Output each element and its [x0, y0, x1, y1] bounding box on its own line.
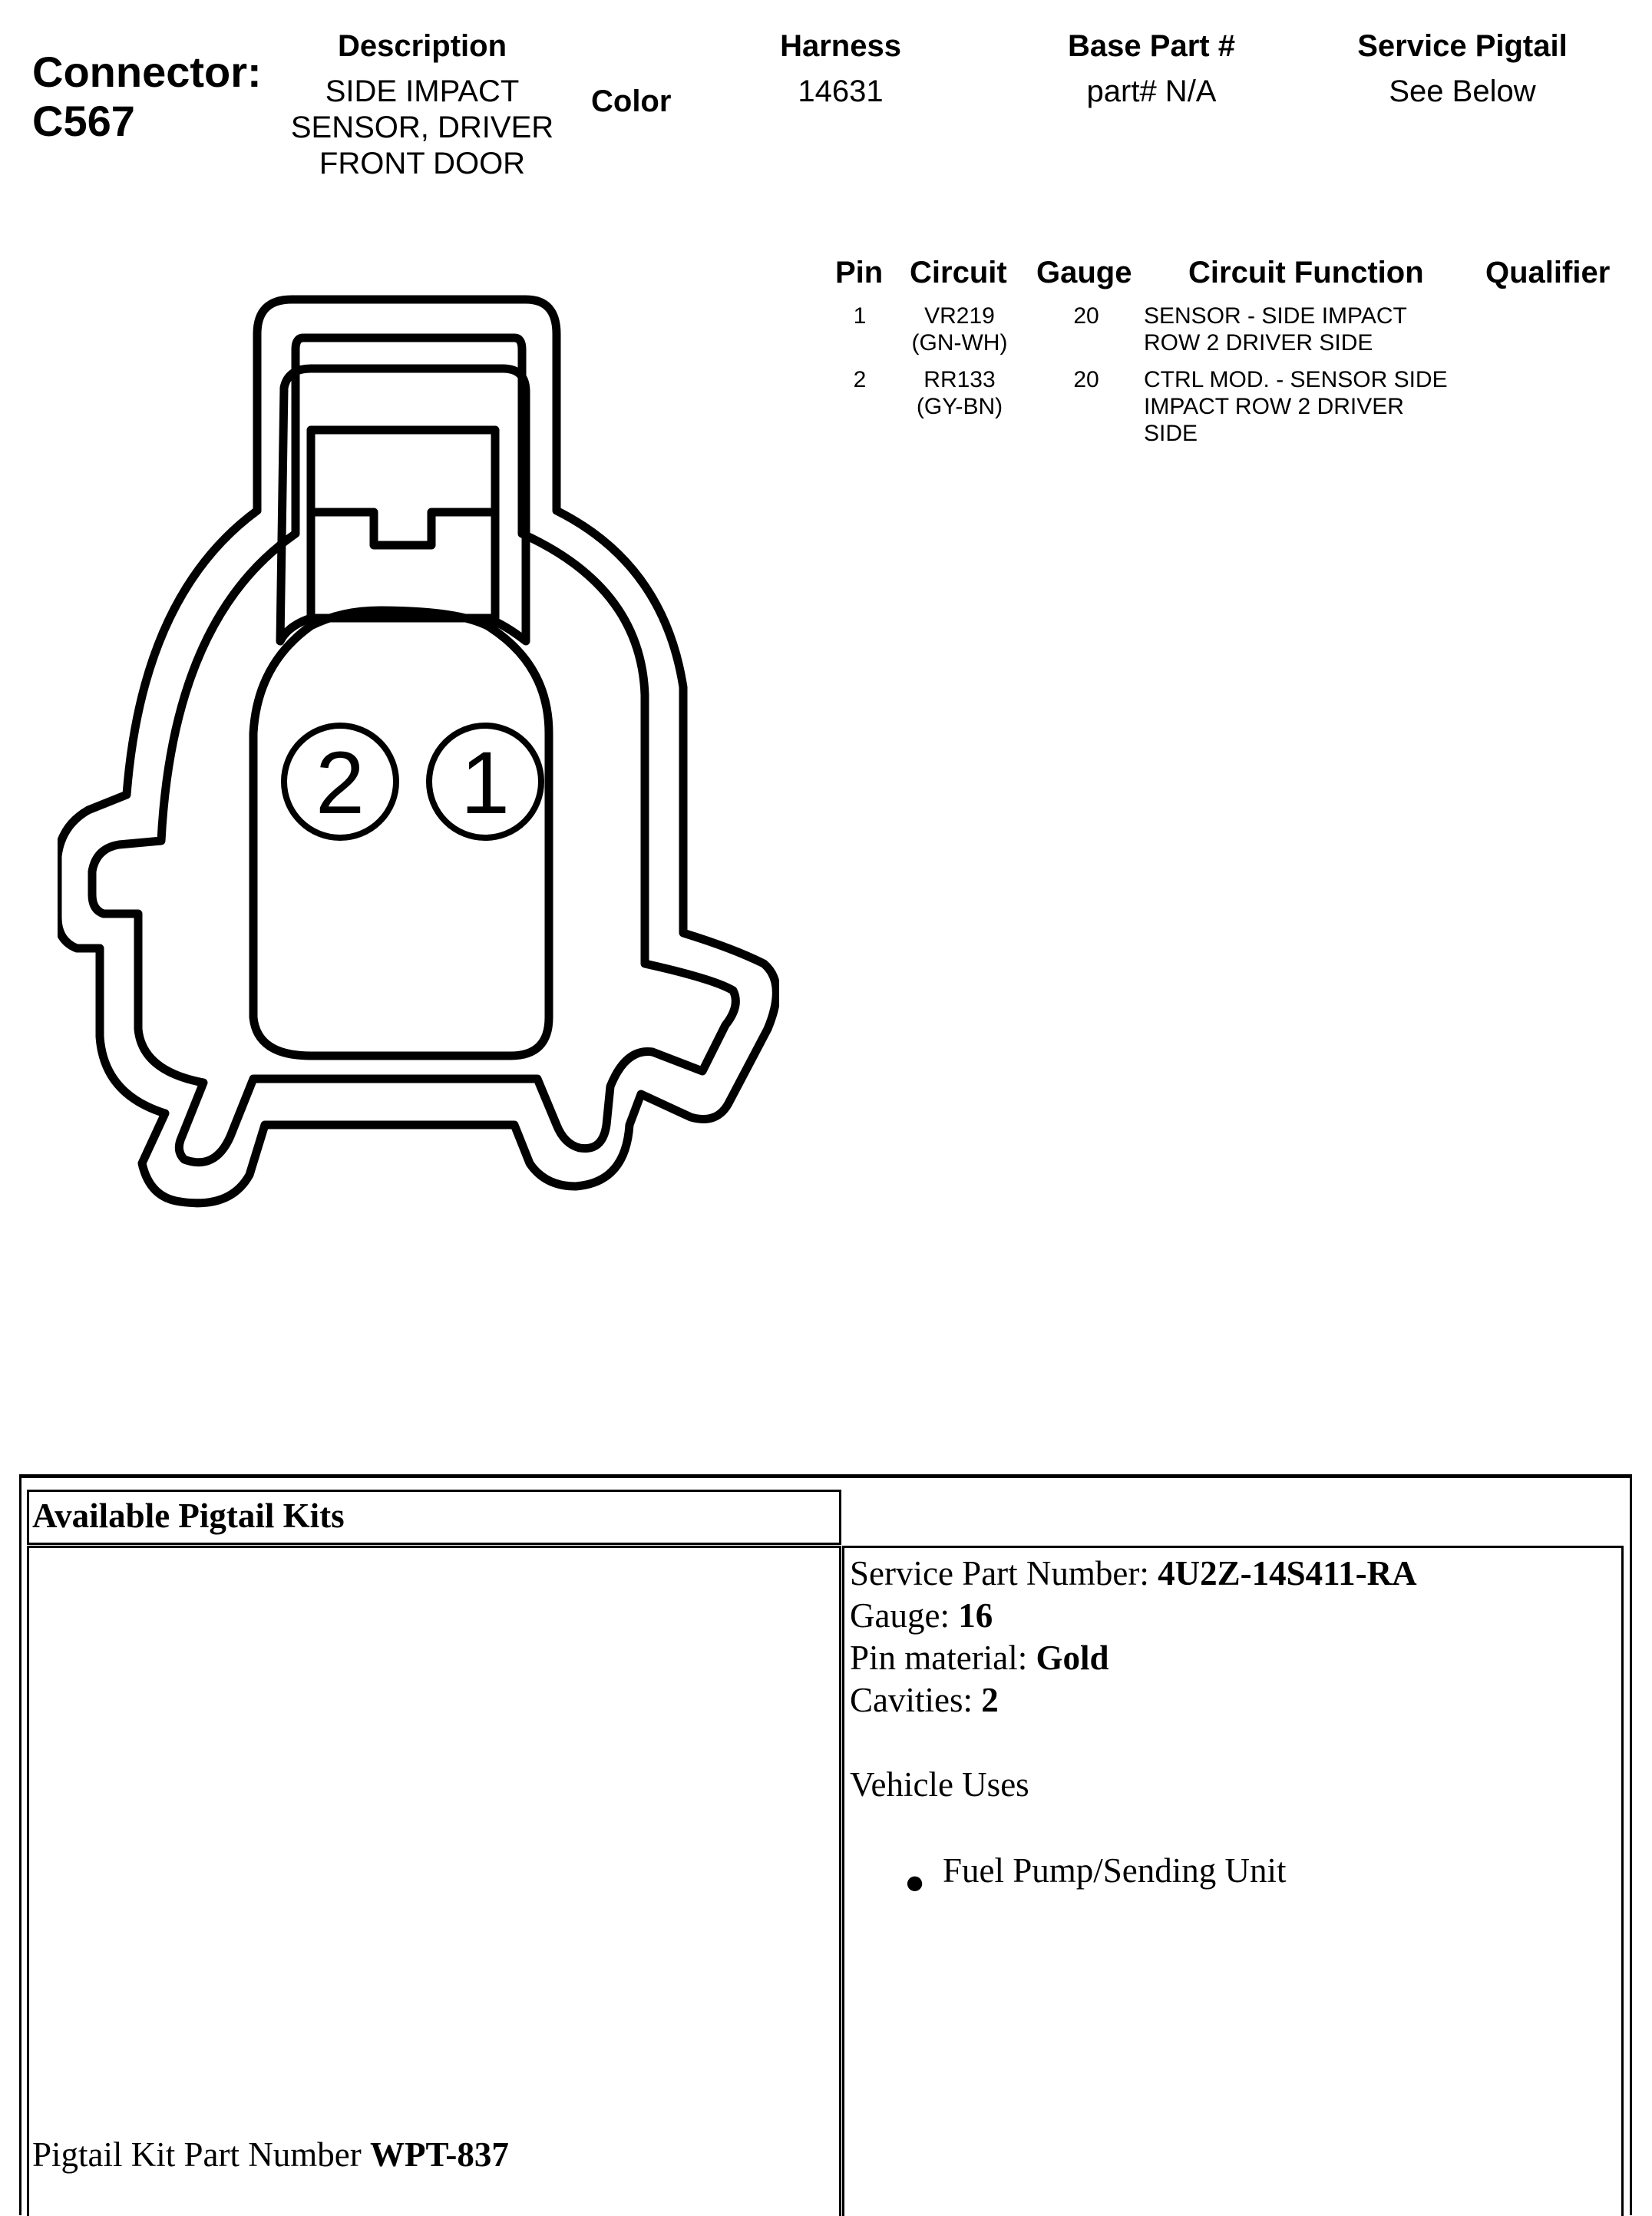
cavity-label-1: 1 — [461, 734, 510, 832]
service-part-label: Service Part Number: — [850, 1554, 1158, 1593]
function-line: SENSOR - SIDE IMPACT — [1144, 303, 1407, 329]
service-part-value: 4U2Z-14S411-RA — [1158, 1554, 1417, 1593]
connector-face-diagram — [58, 288, 779, 1255]
description-line: SIDE IMPACT — [325, 74, 520, 108]
kits-title: Available Pigtail Kits — [32, 1497, 345, 1535]
qualifier-col-header: Qualifier — [1485, 256, 1611, 289]
function-line: ROW 2 DRIVER SIDE — [1144, 330, 1373, 356]
circuit-col-header: Circuit — [910, 256, 1007, 289]
base-part-header: Base Part # — [1068, 29, 1235, 63]
pin-material-label: Pin material: — [850, 1639, 1036, 1677]
latch-window — [311, 430, 495, 618]
function-line: CTRL MOD. - SENSOR SIDE — [1144, 367, 1448, 392]
kit-part-label: Pigtail Kit Part Number — [32, 2135, 370, 2174]
gauge-value: 16 — [958, 1596, 993, 1635]
gauge-label: Gauge: — [850, 1596, 959, 1635]
service-part-line — [850, 1553, 1417, 1595]
table-row-circuit — [898, 303, 1021, 356]
harness-value: 14631 — [798, 74, 884, 108]
latch-notch — [311, 512, 495, 545]
cavities-line — [850, 1679, 999, 1722]
table-row-function — [1144, 366, 1482, 447]
description-line: SENSOR, DRIVER — [290, 111, 554, 144]
gauge-line — [850, 1595, 993, 1637]
table-row-gauge: 20 — [1073, 367, 1099, 392]
description-value — [276, 74, 568, 182]
harness-header: Harness — [780, 29, 901, 63]
housing-inner-outline — [92, 338, 735, 1163]
table-row-function — [1144, 303, 1482, 356]
latch-tab-outline — [280, 369, 526, 641]
color-header: Color — [591, 84, 672, 118]
function-line: SIDE — [1144, 421, 1198, 446]
list-item: Fuel Pump/Sending Unit — [943, 1851, 1287, 1890]
circuit-code: VR219 — [924, 303, 995, 329]
table-row-gauge: 20 — [1073, 303, 1099, 329]
description-line: FRONT DOOR — [319, 147, 526, 180]
pin-material-value: Gold — [1036, 1639, 1109, 1677]
connector-id: C567 — [32, 97, 135, 145]
pin-material-line — [850, 1637, 1109, 1679]
gauge-col-header: Gauge — [1036, 256, 1132, 289]
cavity-label-2: 2 — [316, 734, 365, 832]
table-row-circuit — [898, 366, 1021, 420]
circuit-color: (GY-BN) — [916, 394, 1003, 419]
table-row-pin: 2 — [853, 367, 867, 392]
connector-heading — [32, 48, 262, 146]
pin-col-header: Pin — [835, 256, 884, 289]
service-pigtail-header: Service Pigtail — [1357, 29, 1568, 63]
circuit-color: (GN-WH) — [911, 330, 1008, 356]
function-col-header: Circuit Function — [1188, 256, 1424, 289]
kit-part-value: WPT-837 — [369, 2135, 509, 2174]
service-pigtail-value: See Below — [1389, 74, 1536, 108]
vehicle-uses-label: Vehicle Uses — [850, 1765, 1029, 1804]
bullet-icon: ● — [904, 1863, 926, 1901]
description-header: Description — [337, 29, 507, 63]
cavities-label: Cavities: — [850, 1681, 982, 1719]
circuit-code: RR133 — [923, 367, 996, 392]
pigtail-image-cell — [27, 1546, 841, 2216]
cavities-value: 2 — [981, 1681, 999, 1719]
base-part-value: part# N/A — [1086, 74, 1217, 108]
function-line: IMPACT ROW 2 DRIVER — [1144, 394, 1404, 419]
pigtail-kit-part-line — [32, 2135, 509, 2175]
connector-label: Connector: — [32, 48, 262, 96]
table-row-pin: 1 — [853, 303, 867, 329]
